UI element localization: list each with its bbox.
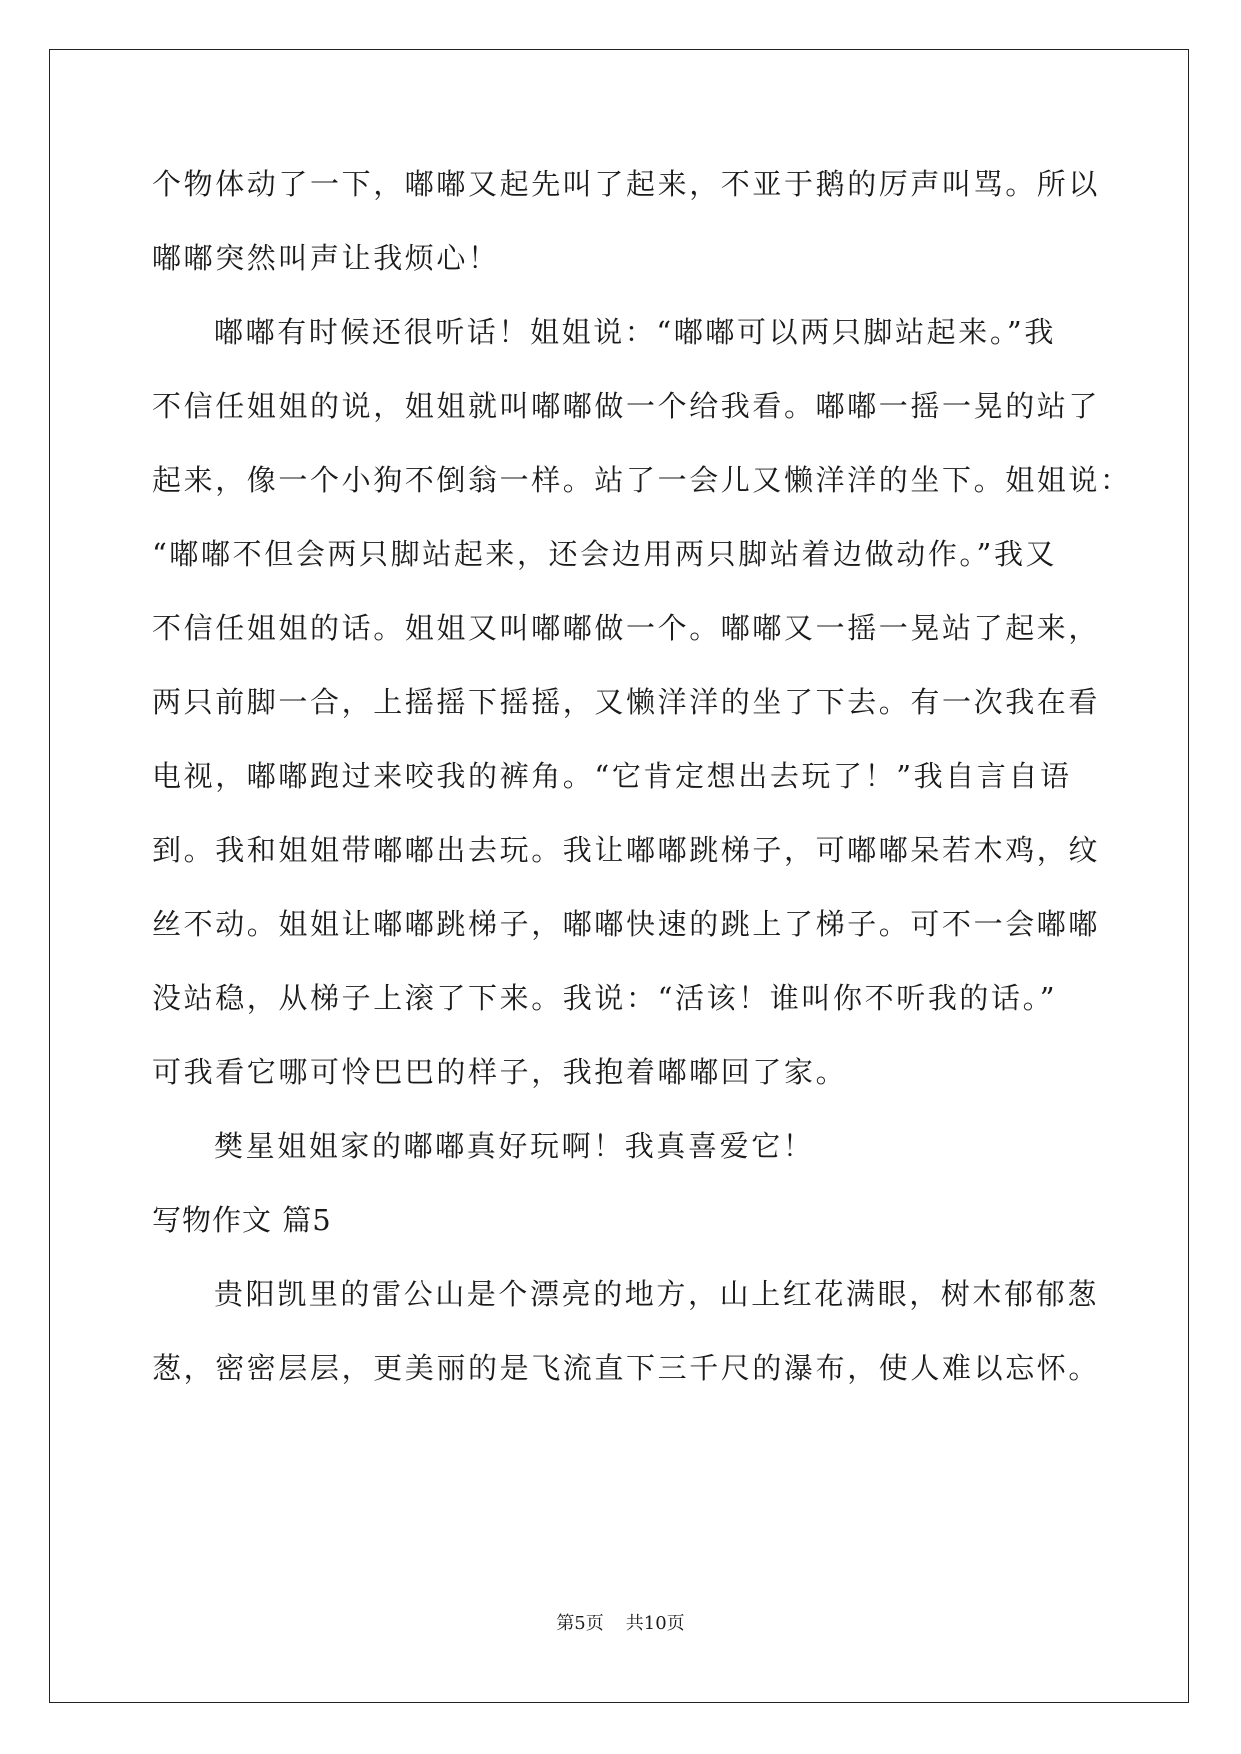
text-line: 不信任姐姐的话。姐姐又叫嘟嘟做一个。嘟嘟又一摇一晃站了起来， xyxy=(152,611,1101,645)
text-line: 葱，密密层层，更美丽的是飞流直下三千尺的瀑布，使人难以忘怀。 xyxy=(152,1351,1101,1385)
text-line: 没站稳，从梯子上滚了下来。我说：“活该！谁叫你不听我的话。” xyxy=(152,981,1058,1015)
text-line: “嘟嘟不但会两只脚站起来，还会边用两只脚站着边做动作。”我又 xyxy=(152,537,1058,571)
paragraph-start: 嘟嘟有时候还很听话！姐姐说：“嘟嘟可以两只脚站起来。”我 xyxy=(214,315,1056,349)
paragraph-start: 樊星姐姐家的嘟嘟真好玩啊！我真喜爱它！ xyxy=(214,1129,815,1163)
page-total: 共10页 xyxy=(625,1613,685,1634)
text-line: 嘟嘟突然叫声让我烦心！ xyxy=(152,241,500,275)
page-footer xyxy=(0,1612,1241,1636)
text-line: 不信任姐姐的说，姐姐就叫嘟嘟做一个给我看。嘟嘟一摇一晃的站了 xyxy=(152,389,1101,423)
text-line: 可我看它哪可怜巴巴的样子，我抱着嘟嘟回了家。 xyxy=(152,1055,848,1089)
paragraph-start: 贵阳凯里的雷公山是个漂亮的地方，山上红花满眼，树木郁郁葱 xyxy=(214,1277,1099,1311)
text-line: 两只前脚一合，上摇摇下摇摇，又懒洋洋的坐了下去。有一次我在看 xyxy=(152,685,1101,719)
text-line: 丝不动。姐姐让嘟嘟跳梯子，嘟嘟快速的跳上了梯子。可不一会嘟嘟 xyxy=(152,907,1101,941)
page-number: 第5页 xyxy=(556,1613,604,1634)
text-line: 到。我和姐姐带嘟嘟出去玩。我让嘟嘟跳梯子，可嘟嘟呆若木鸡，纹 xyxy=(152,833,1101,867)
section-heading: 写物作文 篇5 xyxy=(152,1203,332,1237)
page-border xyxy=(49,49,1189,1703)
text-line: 个物体动了一下，嘟嘟又起先叫了起来，不亚于鹅的厉声叫骂。所以 xyxy=(152,167,1101,201)
text-line: 电视，嘟嘟跑过来咬我的裤角。“它肯定想出去玩了！”我自言自语 xyxy=(152,759,1072,793)
text-line: 起来，像一个小狗不倒翁一样。站了一会儿又懒洋洋的坐下。姐姐说： xyxy=(152,463,1132,497)
